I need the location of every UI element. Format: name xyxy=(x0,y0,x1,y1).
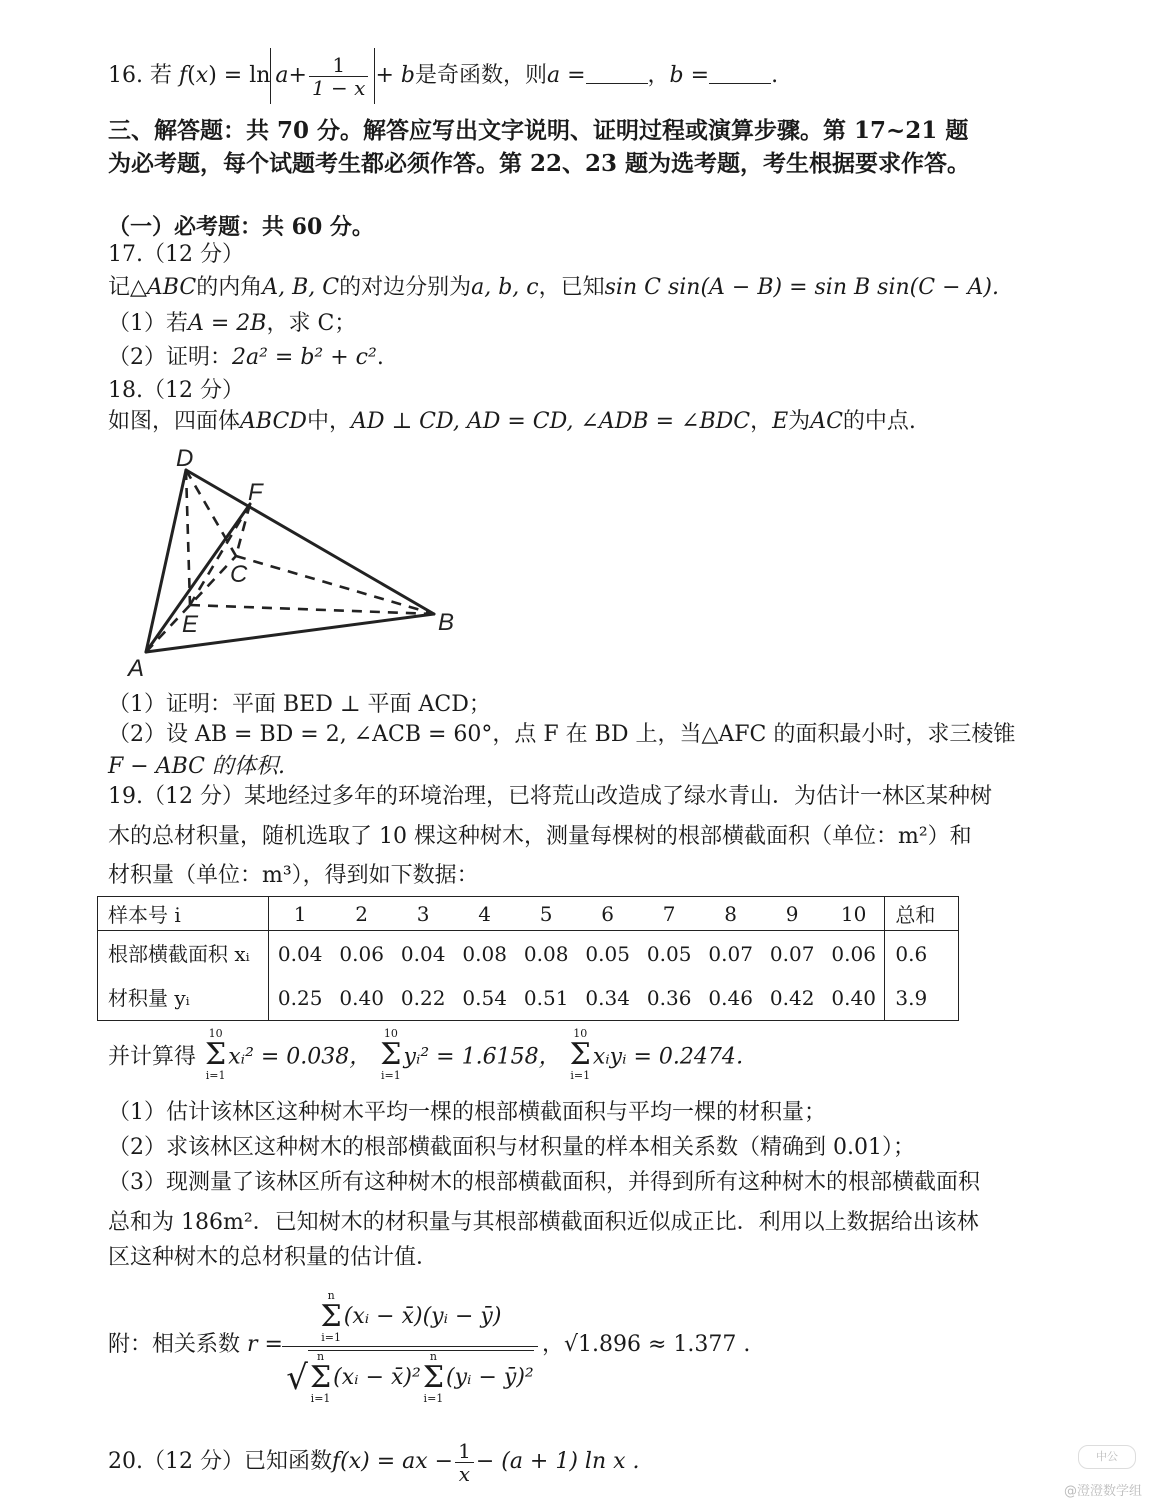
x-total: 0.6 xyxy=(895,941,928,966)
sample-number: 7 xyxy=(662,901,676,926)
fraction: $\frac{1}{1 - x}$ xyxy=(309,54,368,99)
x-value-cell: 0.07 xyxy=(708,941,753,966)
value-cells xyxy=(269,931,885,1021)
sigma-2: 10 Σ i=1 xyxy=(380,1027,402,1082)
q17-part1: （1）若A = 2B，求 C； xyxy=(108,311,357,336)
label-c: C xyxy=(230,561,248,588)
table-header-row xyxy=(98,897,959,931)
sample-number: 6 xyxy=(601,901,615,926)
x-value-cell: 0.04 xyxy=(277,941,323,966)
x-value-cell: 0.04 xyxy=(400,941,446,966)
formula-denominator: √n Σ i=1(xᵢ − x̄)²n Σ i=1(yᵢ − ȳ)² xyxy=(286,1350,534,1405)
label-b: B xyxy=(438,609,455,636)
x-value-cell: 0.05 xyxy=(585,941,630,966)
data-table xyxy=(97,896,959,1021)
label-e: E xyxy=(182,611,199,638)
edge-eb xyxy=(190,605,434,614)
tetrahedron-figure xyxy=(120,440,480,685)
total-header: 总和 xyxy=(885,897,959,931)
watermark: @澄澄数学组 xyxy=(1063,1484,1142,1499)
q19-part1: （1）估计该林区这种树木平均一棵的根部横截面积与平均一棵的材积量； xyxy=(108,1100,826,1125)
total-cells xyxy=(885,931,959,1021)
sigma-1: 10 Σ i=1 xyxy=(205,1027,227,1082)
q19-part3a: （3）现测量了该林区所有这种树木的根部横截面积，并得到所有这种树木的根部横截面积 xyxy=(108,1170,981,1195)
y-label: 材积量 yᵢ xyxy=(108,985,190,1010)
x-label: 根部横截面积 xᵢ xyxy=(108,941,250,966)
q17-part2: （2）证明：2a² = b² + c². xyxy=(108,345,384,370)
question-16: 16. 若 f(x) = ln a+ $\frac{1}{1 - x}$ + b是奇函数，则a = ，b = . xyxy=(108,46,778,106)
q17-heading: 17.（12 分） xyxy=(108,242,244,267)
x-value-cell: 0.07 xyxy=(769,941,815,966)
sample-number: 4 xyxy=(478,901,492,926)
x-value-cell: 0.06 xyxy=(831,941,876,966)
q18-part2: （2）设 AB = BD = 2, ∠ACB = 60°，点 F 在 BD 上，当△AFC 的面积最小时，求三棱锥 xyxy=(108,722,1016,747)
sample-number: 9 xyxy=(785,901,799,926)
appendix-label: 附：相关系数 r = xyxy=(108,1332,283,1357)
sample-number: 10 xyxy=(840,901,867,926)
q19-line3: 材积量（单位：m³），得到如下数据： xyxy=(108,863,479,888)
label-a: A xyxy=(128,655,145,682)
q17-stem: 记△ABC的内角A, B, C的对边分别为a, b, c，已知sin C sin(A − B) = sin B sin(C − A). xyxy=(108,275,999,300)
watermark-logo: 中公 xyxy=(1078,1445,1136,1469)
y-value-cell: 0.42 xyxy=(769,985,815,1010)
q19-part3b: 总和为 186m²．已知树木的材积量与其根部横截面积近似成正比．利用以上数据给出该林 xyxy=(108,1210,979,1235)
formula-numerator: n Σ i=1(xᵢ − x̄)(yᵢ − ȳ) xyxy=(282,1288,538,1347)
sample-number-cells xyxy=(269,897,885,931)
q18-stem: 如图，四面体ABCD中，AD ⊥ CD, AD = CD, ∠ADB = ∠BDC，E为AC的中点. xyxy=(108,409,916,434)
y-value-cell: 0.36 xyxy=(646,985,692,1010)
question-20: 20.（12 分）已知函数f(x) = ax − $\frac{1}{x}$ − (a + 1) ln x . xyxy=(108,1438,640,1486)
section-3-heading: 三、解答题：共 70 分。解答应写出文字说明、证明过程或演算步骤。第 17~21 题为必考题，每个试题考生都必须作答。第 22、23 题为选考题，考生根据要求作答。 xyxy=(108,117,971,177)
y-total: 3.9 xyxy=(895,985,928,1010)
answer-blank-a[interactable] xyxy=(586,63,648,84)
x-value-cell: 0.08 xyxy=(462,941,507,966)
table-data-row xyxy=(98,931,959,1021)
label-d: D xyxy=(176,445,194,472)
fraction: $\frac{1}{x}$ xyxy=(455,1440,474,1485)
q18-part2b: F − ABC 的体积. xyxy=(108,754,285,779)
q19-part2: （2）求该林区这种树木的根部横截面积与材积量的样本相关系数（精确到 0.01）； xyxy=(108,1135,915,1160)
q19-line2: 木的总材积量，随机选取了 10 棵这种树木，测量每棵树的根部横截面积（单位：m²）和 xyxy=(108,824,972,849)
row-labels xyxy=(98,931,269,1021)
required-heading: （一）必考题：共 60 分。 xyxy=(108,214,374,240)
sum-calculations: 并计算得 10 Σ i=1xᵢ² = 0.038， 10 Σ i=1yᵢ² = 1.6158， 10 Σ i=1xᵢyᵢ = 0.2474． xyxy=(108,1027,758,1082)
q18-part1: （1）证明：平面 BED ⊥ 平面 ACD； xyxy=(108,692,491,717)
abs-value: a+ $\frac{1}{1 - x}$ xyxy=(270,48,375,104)
x-value-cell: 0.08 xyxy=(523,941,569,966)
q19-line1: 19.（12 分）某地经过多年的环境治理，已将荒山改造成了绿水青山．为估计一林区某种树 xyxy=(108,784,992,809)
y-value-cell: 0.46 xyxy=(708,985,753,1010)
answer-blank-b[interactable] xyxy=(709,63,771,84)
sigma-3: 10 Σ i=1 xyxy=(569,1027,591,1082)
y-value-cell: 0.34 xyxy=(585,985,630,1010)
correlation-formula xyxy=(282,1288,538,1409)
y-value-cell: 0.22 xyxy=(400,985,446,1010)
sample-number: 3 xyxy=(416,901,430,926)
q18-heading: 18.（12 分） xyxy=(108,378,244,403)
label-f: F xyxy=(248,479,263,506)
x-value-cell: 0.05 xyxy=(646,941,692,966)
edge-cb xyxy=(236,556,434,614)
sqrt-approx: ，√1.896 ≈ 1.377 . xyxy=(542,1332,751,1357)
y-value-cell: 0.40 xyxy=(831,985,876,1010)
sqrt-symbol: √ xyxy=(286,1358,308,1398)
y-value-cell: 0.51 xyxy=(523,985,569,1010)
sample-number: 8 xyxy=(724,901,738,926)
sample-number: 1 xyxy=(293,901,307,926)
x-value-cell: 0.06 xyxy=(339,941,384,966)
y-value-cell: 0.25 xyxy=(277,985,323,1010)
sample-number: 5 xyxy=(539,901,553,926)
y-value-cell: 0.54 xyxy=(462,985,507,1010)
sample-number: 2 xyxy=(355,901,369,926)
y-value-cell: 0.40 xyxy=(339,985,384,1010)
edge-de xyxy=(186,470,190,605)
q19-part3c: 区这种树木的总材积量的估计值． xyxy=(108,1245,439,1270)
row-header-label: 样本号 i xyxy=(98,897,269,931)
